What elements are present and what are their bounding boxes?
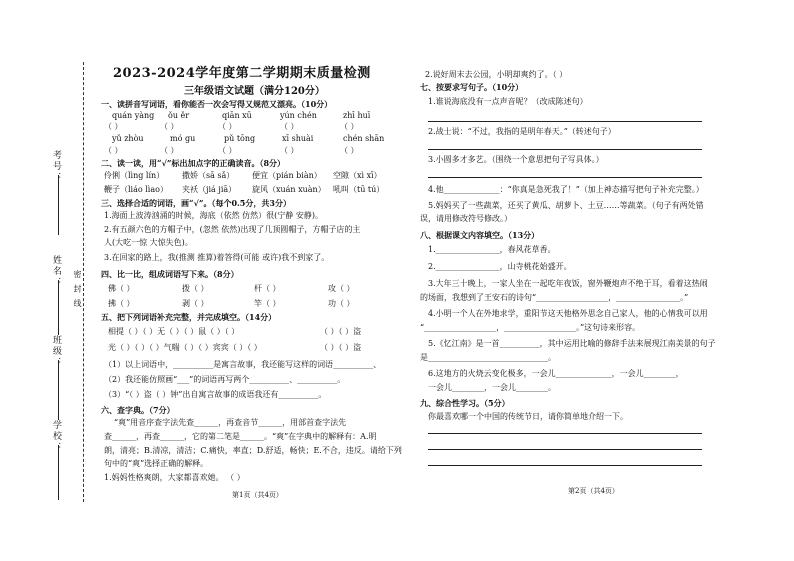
answer-line[interactable] (428, 177, 702, 178)
q2-item[interactable]: 撒娇（sā sǎ） (182, 171, 235, 180)
q1-blank[interactable]: （ ） (104, 146, 123, 155)
exam-no-label: 考号： (51, 150, 61, 183)
q2-item[interactable]: 吼叫（tū tú） (333, 185, 385, 194)
q8-heading: 八、根据课文内容填空。（13分） (420, 230, 540, 240)
q1-blank[interactable]: （ ） (280, 122, 299, 131)
q1-blank[interactable]: （ ） (280, 146, 299, 155)
q4-item[interactable]: 竿（ ） (254, 299, 281, 308)
q1-heading: 一、读拼音写词语，看你能否一次会写得又规范又漂亮。（10分） (101, 99, 333, 109)
q4-item[interactable]: 佛（ ） (108, 284, 135, 293)
q4-heading: 四、比一比，组成词语写下来。（8分） (101, 269, 239, 279)
q6-para-2[interactable]: 查______，再查______，它的第二笔是______。“爽”在字典中的解释有：A.明 (104, 432, 377, 441)
q5-row-2b[interactable]: （ ）（ ）盗 (320, 343, 362, 352)
q1-blank[interactable]: （ ） (340, 146, 359, 155)
answer-line[interactable] (428, 433, 702, 434)
q3-sentence-2b[interactable]: 人(大吃一惊 大惊失色)。 (104, 238, 193, 247)
q1-blank[interactable]: （ ） (160, 146, 179, 155)
q7-heading: 七、按要求写句子。（10分） (420, 82, 524, 92)
class-line (58, 360, 59, 420)
q1-pinyin-5: zhī huī (343, 111, 371, 120)
q2-item[interactable]: 便宜（pián biàn） (252, 171, 322, 180)
name-label: 姓名： (51, 255, 61, 288)
q4-item[interactable]: 杆（ ） (254, 284, 281, 293)
answer-line[interactable] (428, 465, 702, 466)
school-label: 学校： (51, 420, 61, 453)
q3-sentence-2[interactable]: 2.有五颜六色的方帽子中，(忽然 依然)出现了几顶圆帽子，方帽子店的主 (104, 225, 361, 234)
q2-item[interactable]: 夹袄（jiá jiā） (182, 185, 237, 194)
school-line (58, 445, 59, 500)
q8-line-4b[interactable]: “__________________，__________________。”这句诗来形容。 (420, 323, 641, 332)
q1-pinyin-9: xī shuài (282, 134, 314, 143)
q7-sentence-5b: 误，请用修改符号修改。） (420, 214, 512, 223)
q6-para-4: 句中的“爽”选择正确的解释。 (104, 459, 209, 468)
q5-line-2[interactable]: （2）我还能仿照画“___”的词语再写两个__________、__________。 (104, 375, 346, 384)
q1-pinyin-10: chén shān (343, 134, 385, 143)
q6-sentence-1[interactable]: 1.妈妈性格爽朗，大家都喜欢她。 （ ） (104, 473, 245, 482)
q5-row-2[interactable]: 光（ ）（ ）（ ）气喘（ ）（ ）宾宾（ ）（ ） (108, 343, 262, 352)
name-line (58, 280, 59, 335)
q1-blank[interactable]: （ ） (104, 122, 123, 131)
q1-blank[interactable]: （ ） (218, 122, 237, 131)
q2-item[interactable]: 鞭子（liáo lìao） (104, 185, 168, 194)
q8-line-2[interactable]: 2.________________，山寺桃花始盛开。 (428, 262, 572, 271)
q9-heading: 九、综合性学习。（5分） (420, 398, 510, 408)
q6-heading: 六、查字典。（7分） (101, 405, 175, 415)
q7-sentence-4[interactable]: 4.他______________：“你真是急死我了！”（加上神态描写把句子补充完整。） (428, 185, 704, 194)
page-2-footer: 第2页（共4页） (568, 487, 619, 495)
q5-row-1b[interactable]: （ ）（ ）盗 (320, 327, 362, 336)
q3-heading: 三、选择合适的词语，画“√”。（每个0.5分，共3分） (101, 198, 291, 208)
exam-no-line (58, 175, 59, 235)
q8-line-5b[interactable]: 是______________________________。 (420, 353, 556, 362)
q7-sentence-1: 1.谁说海底没有一点声音呢？（改成陈述句） (428, 97, 588, 106)
answer-line[interactable] (428, 449, 702, 450)
q3-sentence-3[interactable]: 3.在回家的路上，我(推测 推算)着答得(可能 或许)我不到家了。 (104, 253, 330, 262)
q8-line-6b[interactable]: 一会儿________，一会儿________。 (428, 383, 556, 392)
q5-line-3[interactable]: （3）“（ ）盗（ ）钟”出自寓言故事的成语我还有__________。 (104, 390, 327, 399)
q4-item[interactable]: 拂（ ） (108, 299, 135, 308)
answer-line[interactable] (428, 121, 702, 122)
q1-pinyin-1: quán yàng (112, 111, 155, 120)
q2-item[interactable]: 空隙（xì xī） (333, 171, 382, 180)
q8-line-3b[interactable]: 的场面，我想到了王安石的诗句“__________________，________________。” (420, 293, 689, 302)
q1-pinyin-3: qiān xū (222, 111, 252, 120)
q2-item[interactable]: 伶俐（lìng lín） (104, 171, 165, 180)
q7-sentence-2: 2.战士说：“不过，我指的是明年春天。”（转述句子） (428, 127, 616, 136)
q5-heading: 五、把下列词语补充完整，并完成填空。（14分） (101, 312, 277, 322)
q1-blank[interactable]: （ ） (160, 122, 179, 131)
q5-line-1[interactable]: （1）以上词语中，__________是寓言故事，我还能写这样的词语__________、 (104, 360, 382, 369)
class-label: 班级： (51, 335, 61, 368)
q8-line-6a[interactable]: 6.这地方的火烧云变化极多，一会儿______________，一会儿________， (428, 369, 684, 378)
q9-prompt: 你最喜欢哪一个中国的传统节日，请你简单地介绍一下。 (428, 412, 628, 421)
q6-para-1[interactable]: “爽”用音序查字法先查______，再查音节______，用部首查字法先 (114, 418, 347, 427)
q6-sentence-2[interactable]: 2.说好周末去公园，小明却爽约了。（ ） (425, 70, 568, 79)
exam-title: 2023-2024学年度第二学期期末质量检测 (113, 66, 371, 81)
q7-sentence-5a[interactable]: 5.妈妈买了一些蔬菜，还买了黄瓜、胡萝卜、土豆……等蔬菜。（句子有两处错 (428, 201, 704, 210)
q8-line-5a[interactable]: 5.《忆江南》是一首__________，其中运用比喻的修辞手法来展现江南美景的句子 (428, 339, 716, 348)
q8-line-1[interactable]: 1.________________，春风花草香。 (428, 245, 556, 254)
q5-row-1[interactable]: 相提（ ）（ ）无（ ）（ ）鼠（ ）（ ） (108, 327, 240, 336)
q6-para-3: 朗，清亮；B.清凉，清洁；C.痛快，率直；D.舒适，畅快；E.不合，违反。请给下列 (104, 446, 402, 455)
q1-blank[interactable]: （ ） (218, 146, 237, 155)
q4-item[interactable]: 剥（ ） (182, 299, 209, 308)
seal-line-text: 密 封 线 (73, 270, 82, 310)
q4-item[interactable]: 拨（ ） (182, 284, 209, 293)
q8-line-4a: 4.小明一个人在外地求学，重阳节这天他格外思念自己家人，他的心情我可以用 (428, 309, 708, 318)
q1-pinyin-2: ǒu ěr (168, 111, 190, 120)
q8-line-3a: 3.大年三十晚上，一家人坐在一起吃年夜饭，窗外鞭炮声不绝于耳，看着这热闹 (428, 279, 708, 288)
q1-blank[interactable]: （ ） (340, 122, 359, 131)
q7-sentence-3: 3.小圆多才多艺。（围绕一个意思把句子写具体。） (428, 155, 604, 164)
q1-pinyin-6: yǔ zhòu (112, 134, 144, 143)
exam-subtitle: 三年级语文试题（满分120分） (184, 86, 325, 97)
answer-line[interactable] (428, 149, 702, 150)
q1-pinyin-7: mó gu (170, 134, 196, 143)
q1-pinyin-8: pǔ tōng (224, 134, 256, 143)
q3-sentence-1[interactable]: 1.海面上波涛汹涌的时候，海底（依然 仿然）很(宁静 安静)。 (104, 211, 323, 220)
page-1-footer: 第1页（共4页） (232, 491, 283, 499)
q2-heading: 二、读一读，用“√”标出加点字的正确读音。（8分） (101, 158, 286, 168)
q1-pinyin-4: yún chén (280, 111, 317, 120)
q4-item[interactable]: 攻（ ） (328, 284, 355, 293)
q2-item[interactable]: 旋风（xuán xuàn） (252, 185, 326, 194)
q4-item[interactable]: 功（ ） (328, 299, 355, 308)
seal-dashed-line (83, 62, 84, 502)
